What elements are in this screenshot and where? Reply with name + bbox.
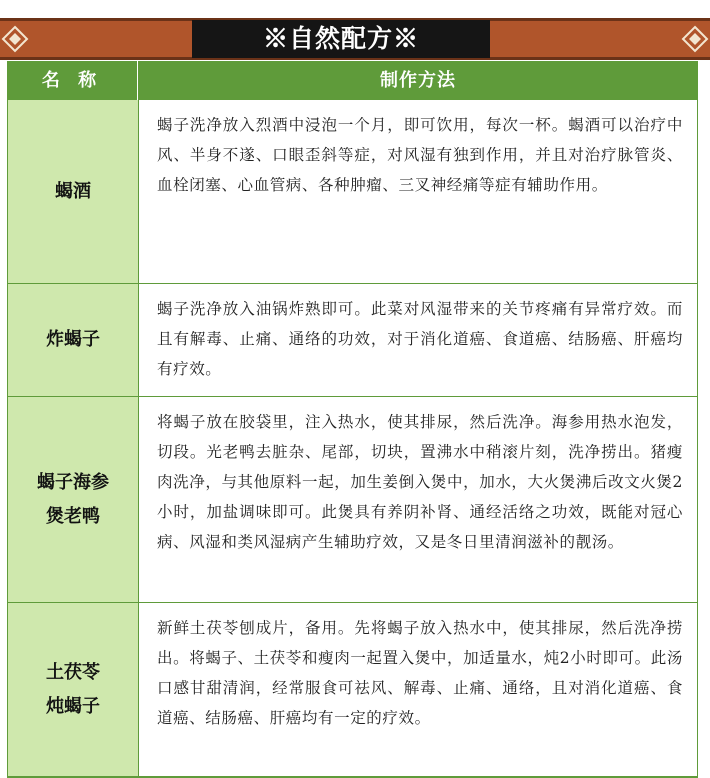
recipe-name: 蝎酒 [7, 100, 139, 283]
table-row [7, 603, 698, 778]
recipe-name: 蝎子海参 煲老鸭 [7, 397, 139, 602]
recipe-name: 炸蝎子 [7, 284, 139, 396]
recipe-method: 新鲜土茯苓刨成片，备用。先将蝎子放入热水中，使其排尿，然后洗净捞出。将蝎子、土茯苓和瘦肉一起置入煲中，加适量水，炖2小时即可。此汤口感甘甜清润，经常服食可祛风、解毒、止痛、通络，且对消化道癌、食道癌、结肠癌、肝癌均有一定的疗效。 [139, 603, 698, 776]
diamond-ornament-icon [0, 24, 30, 54]
recipe-method: 蝎子洗净放入油锅炸熟即可。此菜对风湿带来的关节疼痛有异常疗效。而且有解毒、止痛、通络的功效，对于消化道癌、食道癌、结肠癌、肝癌均有疗效。 [139, 284, 698, 396]
table-row [7, 100, 698, 284]
title-banner [0, 18, 710, 60]
recipe-method: 蝎子洗净放入烈酒中浸泡一个月，即可饮用，每次一杯。蝎酒可以治疗中风、半身不遂、口眼歪斜等症，对风湿有独到作用，并且对治疗脉管炎、血栓闭塞、心血管病、各种肿瘤、三叉神经痛等症有辅助作用。 [139, 100, 698, 283]
header-method: 制作方法 [380, 70, 456, 91]
table-row [7, 284, 698, 397]
header-name: 名 称 [7, 61, 138, 100]
table-row [7, 397, 698, 603]
recipe-table [7, 61, 698, 778]
table-header [7, 61, 698, 100]
recipe-method: 将蝎子放在胶袋里，注入热水，使其排尿，然后洗净。海参用热水泡发，切段。光老鸭去脏杂、尾部，切块，置沸水中稍滚片刻，洗净捞出。猪瘦肉洗净，与其他原料一起，加生姜倒入煲中，加水，大火煲沸后改文火煲2小时，加盐调味即可。此煲具有养阴补肾、通经活络之功效，既能对冠心病、风湿和类风湿病产生辅助疗效，又是冬日里清润滋补的靓汤。 [139, 397, 698, 602]
diamond-ornament-icon [680, 24, 710, 54]
page-title: ※自然配方※ [192, 20, 490, 58]
recipe-name: 土茯苓 炖蝎子 [7, 603, 139, 776]
